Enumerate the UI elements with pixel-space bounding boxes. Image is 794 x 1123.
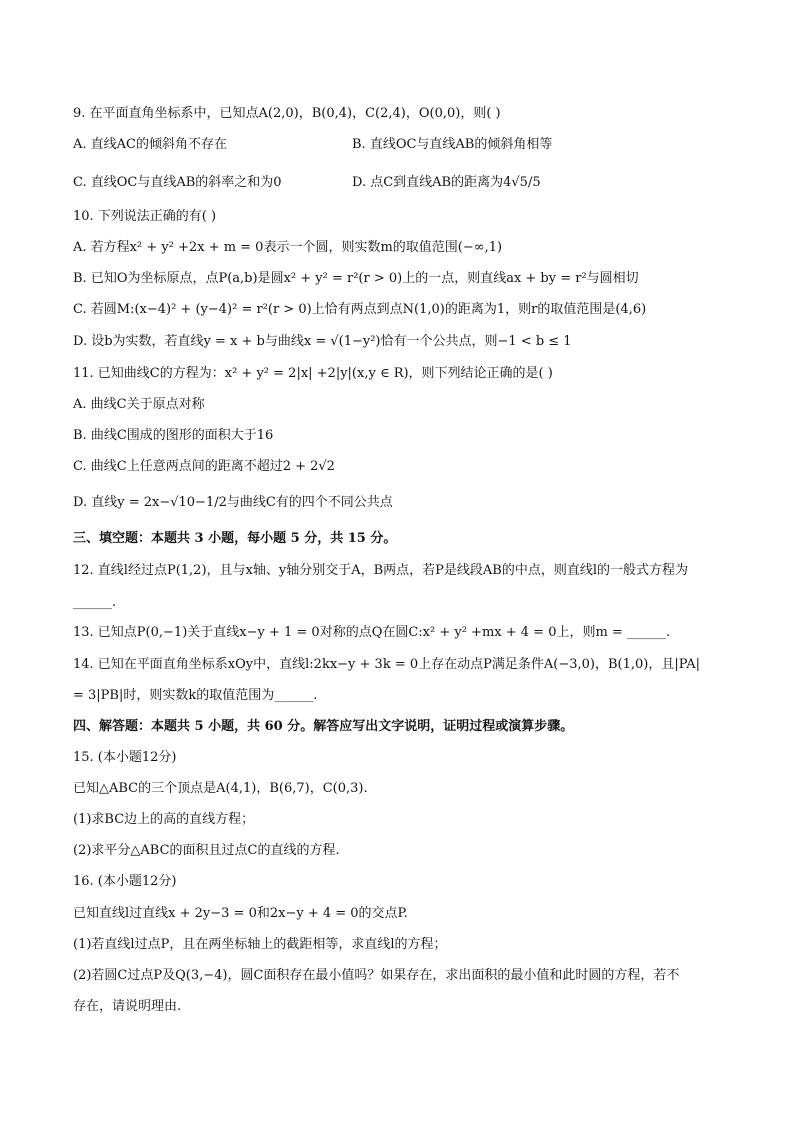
q9-stem: 9. 在平面直角坐标系中，已知点A(2,0)，B(0,4)，C(2,4)，O(0,0)，则( )	[73, 106, 501, 121]
q9-option-d: D. 点C到直线AB的距离为4√5/5	[352, 175, 541, 190]
q16-part2-line1: (2)若圆C过点P及Q(3,−4)，圆C面积存在最小值吗？如果存在，求出面积的最小值和此时圆的方程，若不	[73, 968, 680, 983]
q11-stem: 11. 已知曲线C的方程为：x² + y² = 2|x| +2|y|(x,y ∈ R)，则下列结论正确的是( )	[73, 366, 553, 381]
q10-option-b: B. 已知O为坐标原点，点P(a,b)是圆x² + y² = r²(r > 0)上的一点，则直线ax + by = r²与圆相切	[73, 271, 639, 286]
q12-line2: ______.	[73, 595, 117, 610]
q10-option-d: D. 设b为实数，若直线y = x + b与曲线x = √(1−y²)恰有一个公共点，则−1 < b ≤ 1	[73, 334, 572, 349]
q9-option-c: C. 直线OC与直线AB的斜率之和为0	[73, 175, 282, 190]
q11-option-b: B. 曲线C围成的图形的面积大于16	[73, 428, 274, 443]
q16-header: 16. (本小题12分)	[73, 874, 177, 889]
q16-part1: (1)若直线l过点P，且在两坐标轴上的截距相等，求直线l的方程；	[73, 937, 447, 952]
q10-stem: 10. 下列说法正确的有( )	[73, 209, 217, 224]
q15-part2: (2)求平分△ABC的面积且过点C的直线的方程.	[73, 843, 340, 858]
q10-option-a: A. 若方程x² + y² +2x + m = 0表示一个圆，则实数m的取值范围(−∞,1)	[73, 240, 503, 255]
q16-stem: 已知直线l过直线x + 2y−3 = 0和2x−y + 4 = 0的交点P.	[73, 906, 408, 921]
q9-option-a: A. 直线AC的倾斜角不存在	[73, 137, 227, 152]
q15-stem: 已知△ABC的三个顶点是A(4,1)，B(6,7)，C(0,3).	[73, 781, 368, 796]
q10-option-c: C. 若圆M:(x−4)² + (y−4)² = r²(r > 0)上恰有两点到点N(1,0)的距离为1，则r的取值范围是(4,6)	[73, 302, 647, 317]
q11-option-d: D. 直线y = 2x−√10−1/2与曲线C有的四个不同公共点	[73, 495, 393, 510]
q15-part1: (1)求BC边上的高的直线方程；	[73, 812, 255, 827]
q15-header: 15. (本小题12分)	[73, 750, 177, 765]
q9-option-b: B. 直线OC与直线AB的倾斜角相等	[352, 137, 553, 152]
q11-option-a: A. 曲线C关于原点对称	[73, 397, 205, 412]
q16-part2-line2: 存在，请说明理由.	[73, 999, 182, 1014]
q11-option-c: C. 曲线C上任意两点间的距离不超过2 + 2√2	[73, 459, 335, 474]
q14-line2: = 3|PB|时，则实数k的取值范围为______.	[73, 688, 318, 703]
q12-line1: 12. 直线l经过点P(1,2)，且与x轴、y轴分别交于A，B两点，若P是线段AB的中点，则直线l的一般式方程为	[73, 563, 688, 578]
q13-text: 13. 已知点P(0,−1)关于直线x−y + 1 = 0对称的点Q在圆C:x² + y² +mx + 4 = 0上，则m = ______.	[73, 625, 671, 640]
section-heading-fill-in: 三、填空题：本题共 3 小题，每小题 5 分，共 15 分。	[73, 531, 397, 546]
q14-line1: 14. 已知在平面直角坐标系xOy中，直线l:2kx−y + 3k = 0上存在动点P满足条件A(−3,0)，B(1,0)，且|PA|	[73, 657, 701, 672]
section-heading-solutions: 四、解答题：本题共 5 小题，共 60 分。解答应写出文字说明，证明过程或演算步骤。	[73, 719, 574, 734]
